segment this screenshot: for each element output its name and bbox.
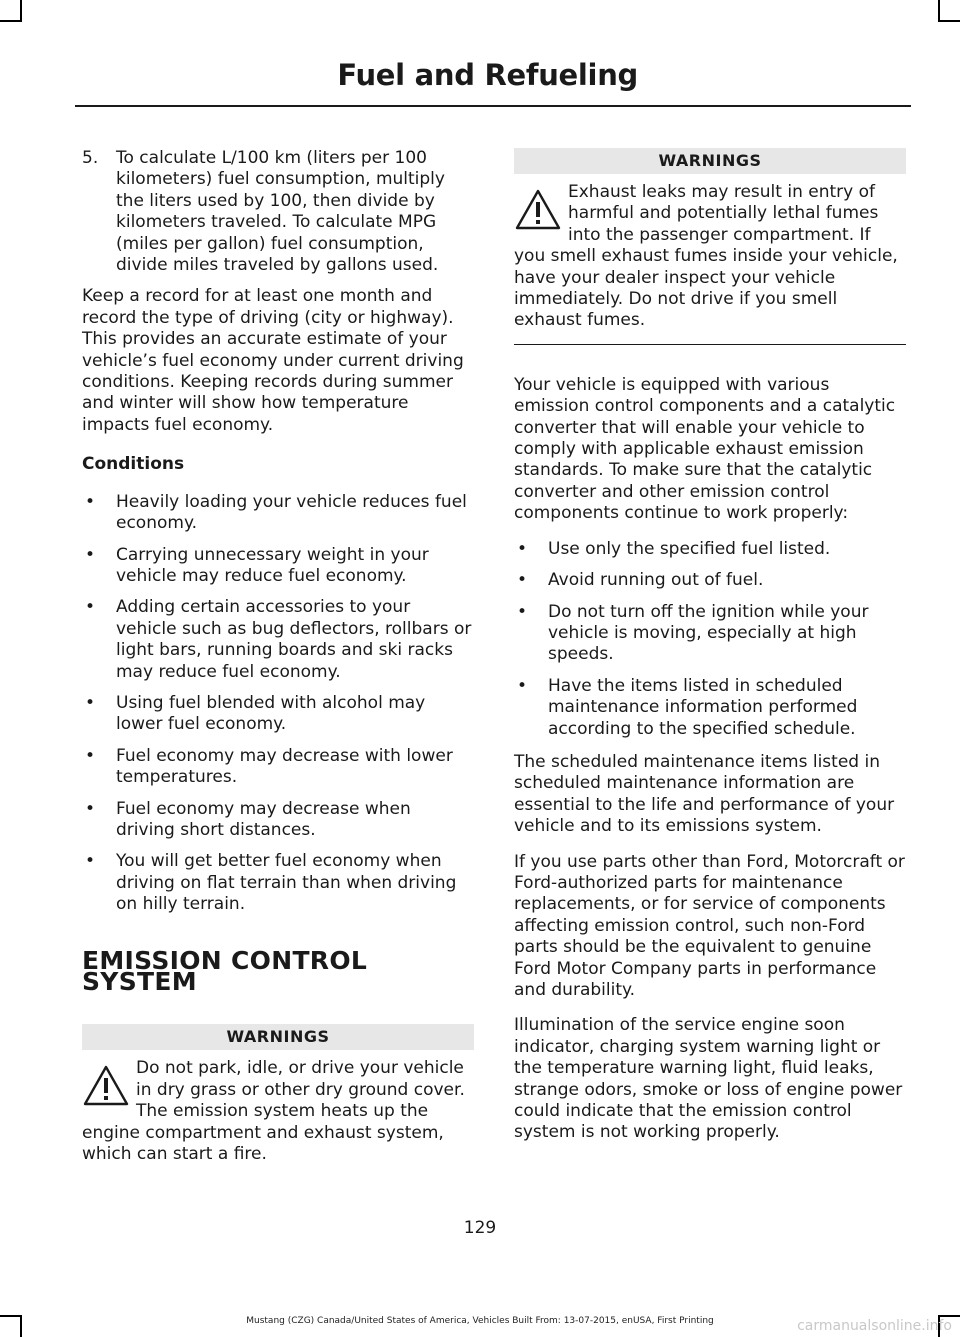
- warning-header: WARNINGS: [514, 148, 906, 174]
- warning-header: WARNINGS: [82, 1024, 474, 1050]
- warning-box: [514, 148, 906, 345]
- list-item: [82, 799, 474, 842]
- warning-body: [82, 1058, 474, 1165]
- list-item-text: Have the items listed in scheduled maintenance information performed according to the specified schedule.: [548, 675, 858, 739]
- list-item: [82, 597, 474, 683]
- list-item-text: Heavily loading your vehicle reduces fuel economy.: [116, 491, 467, 534]
- bullet-glyph: •: [85, 597, 96, 618]
- list-item-text: Using fuel blended with alcohol may lower fuel economy.: [116, 692, 426, 735]
- list-item-text: Use only the specified fuel listed.: [548, 538, 831, 559]
- warning-text: Do not park, idle, or drive your vehicle in dry grass or other dry ground cover. The emission system heats up the engine compartment and exhaust system, which can start a fire.: [82, 1058, 465, 1165]
- warning-divider: [514, 344, 906, 345]
- list-item-text: Adding certain accessories to your vehicle such as bug deflectors, rollbars or light bars, running boards and ski racks may reduce fuel economy.: [116, 597, 472, 682]
- bullet-glyph: •: [85, 798, 96, 819]
- warning-text: Exhaust leaks may result in entry of harmful and potentially lethal fumes into the passenger compartment. If you smell exhaust fumes inside your vehicle, have your dealer inspect your vehicle immediately. Do not drive if you smell exhaust fumes.: [514, 182, 898, 331]
- emission-list: [514, 539, 906, 740]
- bullet-glyph: •: [85, 692, 96, 713]
- step-number: 5.: [82, 148, 99, 168]
- step-text: To calculate L/100 km (liters per 100 kilometers) fuel consumption, multiply the liters used by 100, then divide by kilometers traveled. To calculate MPG (miles per gallon) fuel consumption, divide miles traveled by gallons used.: [116, 148, 445, 276]
- bullet-glyph: •: [517, 570, 528, 591]
- page-title: Fuel and Refueling: [337, 58, 638, 92]
- crop-mark: [20, 0, 22, 22]
- warning-body: [514, 182, 906, 332]
- bullet-glyph: •: [85, 544, 96, 565]
- bullet-glyph: •: [517, 538, 528, 559]
- numbered-step: [82, 148, 474, 276]
- list-item: [514, 570, 906, 591]
- warning-triangle-icon: [82, 1064, 130, 1108]
- crop-mark: [938, 0, 940, 22]
- list-item-text: Do not turn off the ignition while your vehicle is moving, especially at high speeds.: [548, 601, 869, 665]
- list-item-text: Fuel economy may decrease with lower temperatures.: [116, 745, 453, 788]
- list-item: [82, 746, 474, 789]
- footer-text: Mustang (CZG) Canada/United States of America, Vehicles Built From: 13-07-2015, enUSA, First Printing: [246, 1316, 714, 1326]
- bullet-glyph: •: [85, 851, 96, 872]
- right-column: [514, 148, 906, 1158]
- page-number: 129: [463, 1218, 497, 1238]
- list-item: [82, 693, 474, 736]
- list-item: [514, 676, 906, 740]
- conditions-heading: Conditions: [82, 454, 185, 475]
- crop-mark: [938, 20, 960, 22]
- list-item-text: Avoid running out of fuel.: [548, 570, 764, 591]
- list-item: [82, 851, 474, 915]
- list-item: [82, 545, 474, 588]
- section-heading: EMISSION CONTROL SYSTEM: [82, 945, 368, 996]
- bullet-glyph: •: [517, 675, 528, 696]
- list-item: [514, 602, 906, 666]
- bullet-glyph: •: [517, 601, 528, 622]
- conditions-list: [82, 492, 474, 916]
- list-item: [514, 539, 906, 560]
- left-column: [82, 148, 474, 1165]
- body-paragraph: Illumination of the service engine soon indicator, charging system warning light or the temperature warning light, fluid leaks, strange odors, smoke or loss of engine power could indicate that the emission control system is not working properly.: [514, 1015, 903, 1143]
- body-paragraph: Your vehicle is equipped with various emission control components and a catalytic converter that will enable your vehicle to comply with applicable exhaust emission standards. To make sure that the catalytic converter and other emission control components continue to work properly:: [514, 374, 896, 524]
- body-paragraph: The scheduled maintenance items listed in scheduled maintenance information are essential to the life and performance of your vehicle and to its emissions system.: [514, 751, 895, 837]
- list-item-text: Fuel economy may decrease when driving short distances.: [116, 798, 411, 840]
- body-paragraph: If you use parts other than Ford, Motorcraft or Ford-authorized parts for maintenance replacements, or for service of components affecting emission control, such non-Ford parts should be the equivalent to genuine Ford Motor Company parts in performance and durability.: [514, 851, 905, 1000]
- body-paragraph: Keep a record for at least one month and record the type of driving (city or highway). This provides an accurate estimate of your vehicle’s fuel economy under current driving conditions. Keeping records during summer and winter will show how temperature impacts fuel economy.: [82, 286, 464, 435]
- warning-box: [82, 1024, 474, 1165]
- list-item-text: You will get better fuel economy when driving on flat terrain than when driving on hilly terrain.: [116, 851, 457, 915]
- watermark: carmanualsonline.info: [797, 1318, 952, 1334]
- warning-triangle-icon: [514, 188, 562, 232]
- list-item-text: Carrying unnecessary weight in your vehicle may reduce fuel economy.: [116, 544, 429, 586]
- header-divider: [75, 105, 911, 107]
- list-item: [82, 492, 474, 535]
- bullet-glyph: •: [85, 745, 96, 766]
- bullet-glyph: •: [85, 491, 96, 512]
- crop-mark: [0, 20, 22, 22]
